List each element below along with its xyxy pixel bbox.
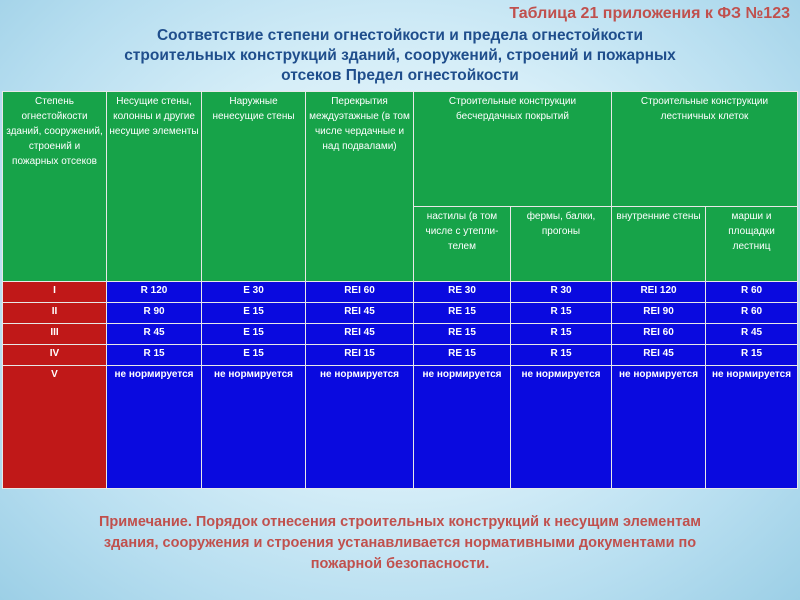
- table-row: [3, 366, 798, 489]
- cell: REI 45: [306, 324, 414, 345]
- header-roof-structures: Строительные конструкции бесчердачных покрытий: [414, 92, 612, 207]
- cell: R 15: [706, 345, 798, 366]
- cell: E 30: [202, 282, 306, 303]
- footnote: [0, 512, 800, 575]
- cell-degree: V: [3, 366, 107, 489]
- cell: REI 15: [306, 345, 414, 366]
- cell: R 90: [107, 303, 202, 324]
- cell-degree: III: [3, 324, 107, 345]
- header-stair-flights: марши и площадки лестниц: [706, 207, 798, 282]
- table-row: [3, 345, 798, 366]
- header-bearing-elements: Несущие стены, колонны и другие несущие элементы: [107, 92, 202, 282]
- cell: не нормируется: [306, 366, 414, 489]
- appendix-reference: Таблица 21 приложения к ФЗ №123: [509, 5, 790, 22]
- footnote-line-3: пожарной безопасности.: [310, 556, 490, 572]
- cell: R 45: [107, 324, 202, 345]
- cell: не нормируется: [612, 366, 706, 489]
- cell: E 15: [202, 303, 306, 324]
- cell: R 60: [706, 282, 798, 303]
- cell: REI 60: [306, 282, 414, 303]
- title-line-2: строительных конструкций зданий, сооружений, строений и пожарных: [124, 47, 676, 64]
- cell-degree: IV: [3, 345, 107, 366]
- cell: RE 15: [414, 303, 511, 324]
- header-degree: Степень огнестойкости зданий, сооружений, строений и пожарных отсеков: [3, 92, 107, 282]
- table-row: [3, 282, 798, 303]
- cell: не нормируется: [414, 366, 511, 489]
- cell: E 15: [202, 345, 306, 366]
- cell: R 15: [511, 345, 612, 366]
- cell: REI 90: [612, 303, 706, 324]
- cell: REI 45: [612, 345, 706, 366]
- cell: R 15: [107, 345, 202, 366]
- cell: R 60: [706, 303, 798, 324]
- header-roof-decks: настилы (в том числе с утепли- телем: [414, 207, 511, 282]
- header-floors: Перекрытия междуэтажные (в том числе чердачные и над подвалами): [306, 92, 414, 282]
- cell: REI 60: [612, 324, 706, 345]
- page-title: [0, 26, 800, 86]
- cell: RE 30: [414, 282, 511, 303]
- title-line-1: Соответствие степени огнестойкости и предела огнестойкости: [156, 27, 644, 44]
- header-roof-trusses: фермы, балки, прогоны: [511, 207, 612, 282]
- cell: не нормируется: [202, 366, 306, 489]
- cell: E 15: [202, 324, 306, 345]
- title-line-3: отсеков Предел огнестойкости: [281, 67, 519, 84]
- cell: R 45: [706, 324, 798, 345]
- cell: RE 15: [414, 324, 511, 345]
- header-external-walls: Наружные ненесущие стены: [202, 92, 306, 282]
- table-row: [3, 303, 798, 324]
- cell: не нормируется: [511, 366, 612, 489]
- cell: не нормируется: [107, 366, 202, 489]
- fire-resistance-table: [2, 91, 798, 489]
- cell: R 15: [511, 303, 612, 324]
- cell: REI 120: [612, 282, 706, 303]
- header-stair-structures: Строительные конструкции лестничных клеток: [612, 92, 798, 207]
- cell-degree: II: [3, 303, 107, 324]
- table-row: [3, 324, 798, 345]
- cell: R 120: [107, 282, 202, 303]
- footnote-line-1: Примечание. Порядок отнесения строительных конструкций к несущим элементам: [98, 514, 702, 530]
- cell: не нормируется: [706, 366, 798, 489]
- cell: REI 45: [306, 303, 414, 324]
- cell: R 30: [511, 282, 612, 303]
- cell: R 15: [511, 324, 612, 345]
- header-stair-walls: внутренние стены: [612, 207, 706, 282]
- cell-degree: I: [3, 282, 107, 303]
- cell: RE 15: [414, 345, 511, 366]
- footnote-line-2: здания, сооружения и строения устанавливается нормативными документами по: [103, 535, 697, 551]
